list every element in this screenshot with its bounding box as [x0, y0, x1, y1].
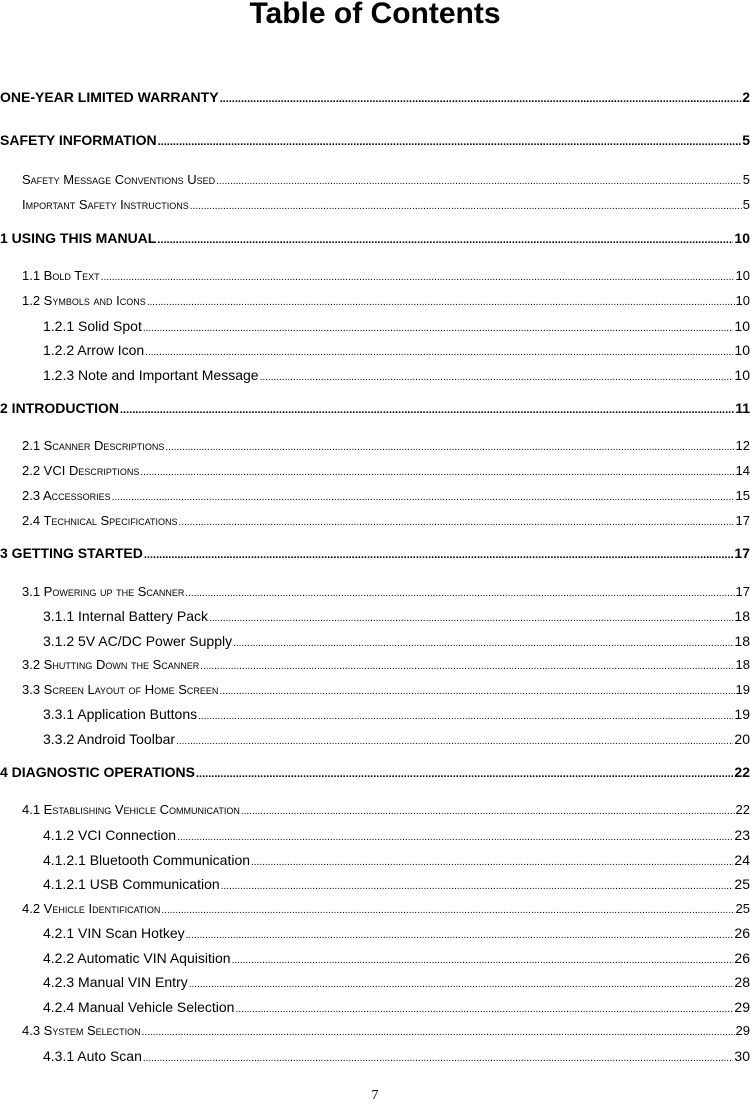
leader-dots	[198, 707, 733, 724]
toc-entry-label: 2.3 Accessories	[22, 488, 111, 503]
toc-entry-page: 26	[734, 925, 750, 941]
toc-entry[interactable]	[22, 511, 750, 531]
toc-entry-page: 19	[734, 706, 750, 722]
leader-dots	[101, 268, 735, 286]
leader-dots	[143, 1049, 734, 1066]
toc-entry[interactable]	[43, 948, 750, 968]
toc-entry-page: 10	[735, 293, 750, 308]
page-title: Table of Contents	[249, 0, 501, 30]
leader-dots	[186, 926, 734, 943]
toc-entry[interactable]	[43, 1046, 750, 1066]
toc-entry-label: 3.2 Shutting Down the Scanner	[22, 657, 200, 672]
toc-entry-label: 1.2.2 Arrow Icon	[43, 342, 145, 358]
toc-entry[interactable]	[43, 825, 750, 845]
toc-entry-label: 3 GETTING STARTED	[0, 545, 143, 561]
toc-entry-page: 29	[735, 1023, 750, 1038]
toc-entry-label: 3.1.1 Internal Battery Pack	[43, 608, 208, 624]
toc-entry-label: 3.1.2 5V AC/DC Power Supply	[43, 633, 233, 649]
toc-entry-page: 23	[734, 827, 750, 843]
toc-entry-label: 4.3.1 Auto Scan	[43, 1048, 142, 1064]
leader-dots	[260, 368, 734, 385]
leader-dots	[176, 732, 733, 749]
toc-entry[interactable]	[43, 850, 750, 870]
toc-entry-page: 15	[735, 488, 750, 503]
toc-entry[interactable]	[43, 972, 750, 992]
toc-entry-label: 1.2.1 Solid Spot	[43, 318, 142, 334]
toc-entry-label: 4 DIAGNOSTIC OPERATIONS	[0, 764, 195, 780]
leader-dots	[189, 975, 734, 992]
toc-entry-label: 1.1 Bold Text	[22, 268, 100, 283]
toc-entry[interactable]	[43, 704, 750, 724]
leader-dots	[233, 634, 733, 651]
toc-entry-label: 4.1.2.1 Bluetooth Communication	[43, 852, 251, 868]
leader-dots	[142, 1023, 735, 1041]
toc-entry-page: 28	[734, 974, 750, 990]
toc-entry[interactable]	[22, 899, 750, 919]
toc-entry-page: 5	[742, 132, 750, 148]
toc-entry-page: 19	[735, 682, 750, 697]
toc-entry-page: 17	[735, 584, 750, 599]
toc-entry-page: 17	[734, 545, 750, 561]
toc-entry[interactable]	[22, 800, 750, 820]
toc-entry-page: 18	[735, 657, 750, 672]
toc-entry-label: 4.1 Establishing Vehicle Communication	[22, 802, 240, 817]
leader-dots	[112, 488, 735, 506]
toc-entry-label: 2.1 Scanner Descriptions	[22, 438, 165, 453]
toc-entry-page: 30	[734, 1048, 750, 1064]
toc-entry[interactable]	[43, 997, 750, 1017]
leader-dots	[216, 172, 742, 190]
toc-entry-label: 1.2.3 Note and Important Message	[43, 367, 259, 383]
toc-entry[interactable]	[0, 87, 750, 107]
leader-dots	[140, 463, 734, 481]
toc-entry[interactable]	[43, 874, 750, 894]
toc-entry-page: 2	[742, 89, 750, 105]
toc-entry-page: 10	[735, 268, 750, 283]
leader-dots	[144, 545, 734, 563]
toc-entry-page: 26	[734, 950, 750, 966]
leader-dots	[120, 400, 734, 418]
leader-dots	[221, 877, 734, 894]
toc-entry[interactable]	[22, 195, 750, 215]
toc-entry-label: 4.1.2.1 USB Communication	[43, 876, 220, 892]
toc-entry-page: 22	[735, 802, 750, 817]
toc-entry-page: 24	[734, 852, 750, 868]
leader-dots	[179, 513, 735, 531]
toc-entry[interactable]	[22, 655, 750, 675]
toc-entry-label: SAFETY INFORMATION	[0, 132, 157, 148]
toc-entry-label: 4.2.2 Automatic VIN Aquisition	[43, 950, 231, 966]
page-number: 7	[371, 1088, 379, 1103]
toc-entry-page: 5	[742, 197, 750, 212]
leader-dots	[219, 682, 734, 700]
leader-dots	[209, 609, 733, 626]
toc-entry-label: 3.3.1 Application Buttons	[43, 706, 198, 722]
toc-entry-page: 25	[734, 876, 750, 892]
toc-entry-page: 10	[734, 318, 750, 334]
toc-entry-label: 1.2 Symbols and Icons	[22, 293, 146, 308]
toc-entry[interactable]	[43, 923, 750, 943]
toc-entry[interactable]	[22, 680, 750, 700]
toc-entry[interactable]	[22, 291, 750, 311]
toc-entry-label: 4.2 Vehicle Identification	[22, 901, 161, 916]
toc-entry-label: 2.2 VCI Descriptions	[22, 463, 140, 478]
leader-dots	[143, 319, 734, 336]
toc-entry[interactable]	[0, 543, 750, 563]
toc-entry[interactable]	[0, 130, 750, 150]
toc-entry-page: 14	[735, 463, 750, 478]
toc-entry-page: 22	[734, 764, 750, 780]
toc-entry[interactable]	[43, 631, 750, 651]
toc-entry-page: 17	[735, 513, 750, 528]
toc-entry-page: 25	[735, 901, 750, 916]
leader-dots	[232, 951, 734, 968]
toc-entry-label: 3.1 Powering up the Scanner	[22, 584, 185, 599]
toc-entry[interactable]	[43, 729, 750, 749]
toc-entry[interactable]	[22, 582, 750, 602]
toc-entry-label: 3.3.2 Android Toolbar	[43, 731, 176, 747]
leader-dots	[185, 584, 734, 602]
leader-dots	[196, 764, 733, 782]
leader-dots	[235, 1000, 733, 1017]
toc-entry[interactable]	[22, 436, 750, 456]
leader-dots	[251, 853, 733, 870]
toc-entry[interactable]	[0, 228, 750, 248]
toc-entry-page: 10	[734, 367, 750, 383]
toc-entry-page: 5	[742, 172, 750, 187]
toc-entry-label: 4.1.2 VCI Connection	[43, 827, 177, 843]
leader-dots	[165, 438, 734, 456]
toc-entry[interactable]	[22, 461, 750, 481]
toc-entry-label: 2 INTRODUCTION	[0, 400, 119, 416]
leader-dots	[161, 901, 734, 919]
toc-entry-label: 4.2.4 Manual Vehicle Selection	[43, 999, 235, 1015]
toc-entry[interactable]	[22, 1021, 750, 1041]
toc-entry-label: Important Safety Instructions	[22, 197, 189, 212]
toc-entry-page: 10	[734, 230, 750, 246]
toc-entry-page: 29	[734, 999, 750, 1015]
leader-dots	[147, 293, 735, 311]
leader-dots	[241, 802, 735, 820]
toc-entry-label: 4.2.3 Manual VIN Entry	[43, 974, 188, 990]
toc-entry-page: 18	[734, 633, 750, 649]
toc-entry-label: 4.3 System Selection	[22, 1023, 141, 1038]
toc-entry[interactable]	[0, 762, 750, 782]
leader-dots	[177, 828, 733, 845]
leader-dots	[157, 230, 733, 248]
toc-entry[interactable]	[22, 170, 750, 190]
toc-entry-page: 20	[734, 731, 750, 747]
toc-entry[interactable]	[22, 486, 750, 506]
toc-entry[interactable]	[0, 398, 750, 418]
toc-entry-page: 12	[735, 438, 750, 453]
toc-entry-page: 11	[735, 400, 750, 416]
toc-entry-page: 10	[734, 342, 750, 358]
leader-dots	[200, 657, 734, 675]
toc-entry-label: 3.3 Screen Layout of Home Screen	[22, 682, 219, 697]
leader-dots	[158, 132, 742, 150]
leader-dots	[190, 197, 742, 215]
toc-entry-label: ONE-YEAR LIMITED WARRANTY	[0, 89, 219, 105]
leader-dots	[220, 89, 742, 107]
toc-entry-label: 1 USING THIS MANUAL	[0, 230, 157, 246]
toc-entry-label: Safety Message Conventions Used	[22, 172, 216, 187]
toc-entry[interactable]	[43, 606, 750, 626]
leader-dots	[145, 343, 733, 360]
toc-entry[interactable]	[43, 340, 750, 360]
toc-entry-label: 2.4 Technical Specifications	[22, 513, 178, 528]
toc-entry-label: 4.2.1 VIN Scan Hotkey	[43, 925, 185, 941]
toc-entry[interactable]	[43, 365, 750, 385]
toc-entry-page: 18	[734, 608, 750, 624]
toc-entry[interactable]	[43, 316, 750, 336]
toc-entry[interactable]	[22, 266, 750, 286]
